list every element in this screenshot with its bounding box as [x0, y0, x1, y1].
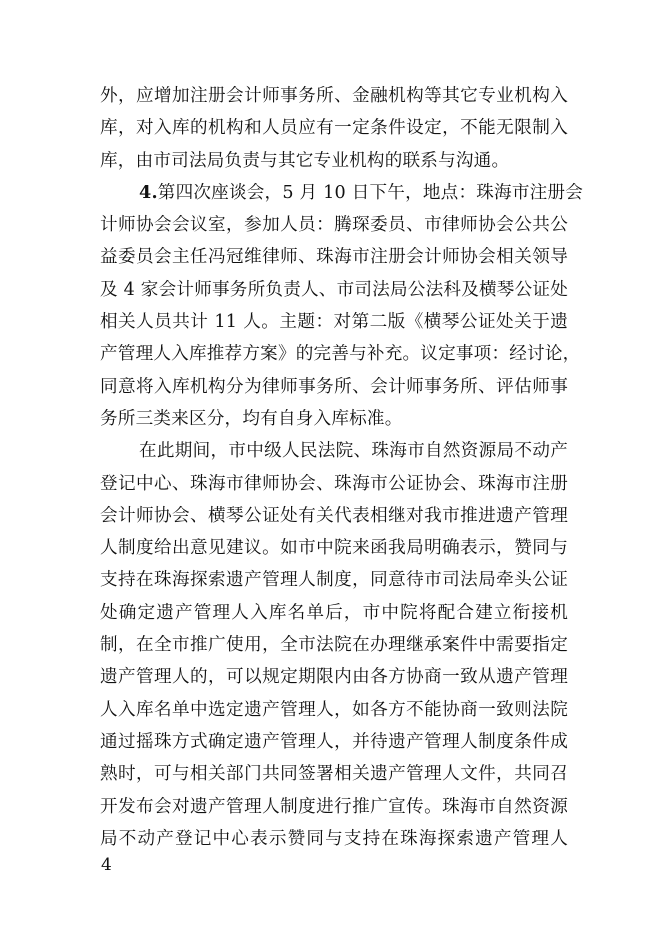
body-line: 相关人员共计 11 人。主题：对第二版《横琴公证处关于遗 — [100, 312, 568, 333]
body-line: 人制度给出意见建议。如市中院来函我局明确表示，赞同与 — [100, 538, 568, 559]
body-line: 制，在全市推广使用，全市法院在办理继承案件中需要指定 — [100, 635, 568, 656]
body-line: 库，对入库的机构和人员应有一定条件设定，不能无限制入 — [100, 118, 568, 139]
body-line: 及 4 家会计师事务所负责人、市司法局公法科及横琴公证处 — [100, 279, 568, 300]
body-line-text: 第四次座谈会，5 月 10 日下午，地点：珠海市注册会 — [157, 182, 584, 203]
body-line: 产管理人入库推荐方案》的完善与补充。议定事项：经讨论， — [100, 344, 581, 365]
body-line: 同意将入库机构分为律师事务所、会计师事务所、评估师事 — [100, 376, 568, 397]
document-body — [100, 80, 584, 855]
body-line: 登记中心、珠海市律师协会、珠海市公证协会、珠海市注册 — [100, 473, 568, 494]
item-number: 4. — [139, 181, 158, 203]
body-line: 益委员会主任冯冠维律师、珠海市注册会计师协会相关领导 — [100, 247, 568, 268]
body-line-numbered — [100, 177, 584, 209]
body-line: 计师协会会议室，参加人员：腾琛委员、市律师协会公共公 — [100, 215, 568, 236]
body-line: 库，由市司法局负责与其它专业机构的联系与沟通。 — [100, 150, 510, 171]
body-line: 遗产管理人的，可以规定期限内由各方协商一致从遗产管理 — [100, 667, 568, 688]
body-line: 通过摇珠方式确定遗产管理人，并待遗产管理人制度条件成 — [100, 731, 568, 752]
page-number: 4 — [101, 855, 112, 875]
body-line: 会计师协会、横琴公证处有关代表相继对我市推进遗产管理 — [100, 505, 568, 526]
body-line: 支持在珠海探索遗产管理人制度，同意待市司法局牵头公证 — [100, 570, 568, 591]
body-line: 熟时，可与相关部门共同签署相关遗产管理人文件，共同召 — [100, 764, 568, 785]
body-line: 务所三类来区分，均有自身入库标准。 — [100, 408, 403, 429]
body-line: 在此期间，市中级人民法院、珠海市自然资源局不动产 — [139, 441, 568, 462]
body-line: 开发布会对遗产管理人制度进行推广宣传。珠海市自然资源 — [100, 796, 568, 817]
body-line: 处确定遗产管理人入库名单后，市中院将配合建立衔接机 — [100, 602, 568, 623]
body-line: 人入库名单中选定遗产管理人，如各方不能协商一致则法院 — [100, 699, 568, 720]
body-line: 局不动产登记中心表示赞同与支持在珠海探索遗产管理人 — [100, 828, 568, 849]
body-line: 外，应增加注册会计师事务所、金融机构等其它专业机构入 — [100, 86, 568, 106]
